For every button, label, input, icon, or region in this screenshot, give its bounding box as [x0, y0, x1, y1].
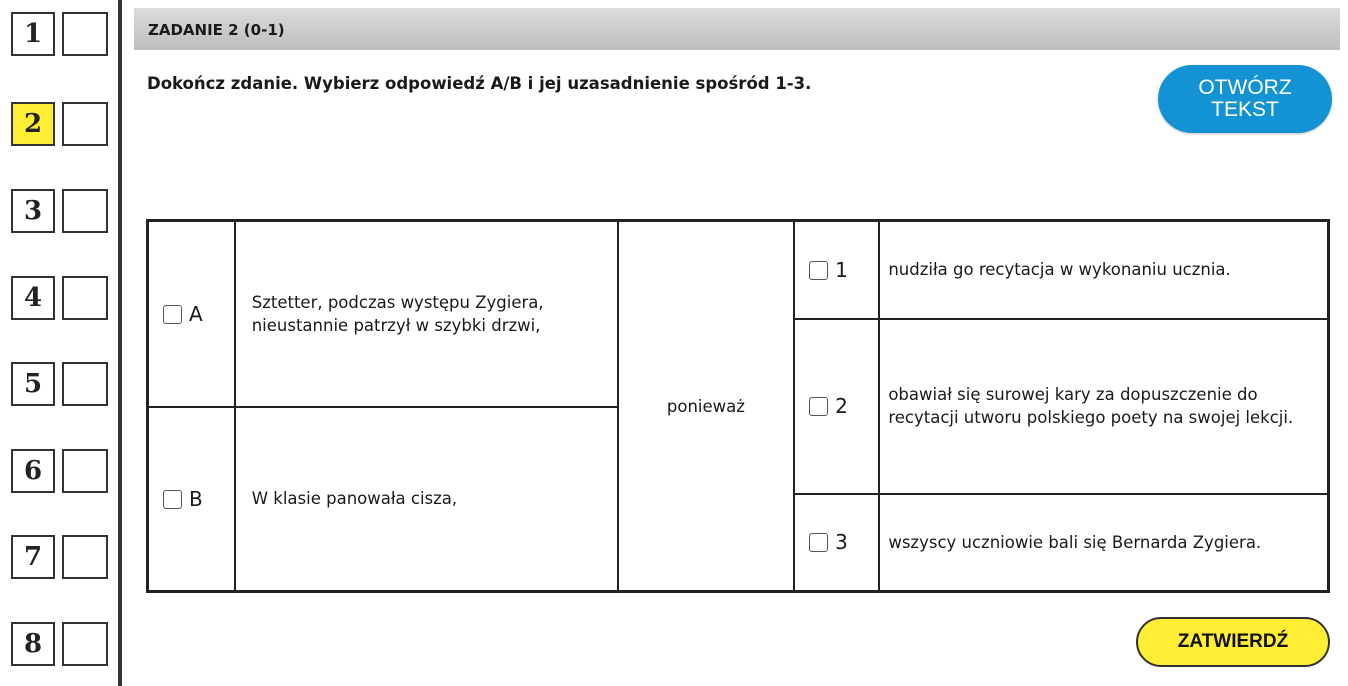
nav-number-2[interactable]: 2	[11, 102, 55, 146]
reason-2-checkbox[interactable]	[809, 397, 828, 416]
reason-1-label: 1	[835, 257, 848, 282]
task-navigation	[0, 0, 118, 686]
open-text-label-line2: TEKST	[1211, 98, 1279, 121]
nav-status-box-8[interactable]	[62, 622, 108, 666]
open-text-label-line1: OTWÓRZ	[1198, 76, 1292, 99]
nav-item-3[interactable]	[0, 189, 118, 235]
open-text-button[interactable]	[1158, 65, 1332, 133]
reason-3-checkbox[interactable]	[809, 533, 828, 552]
nav-number-4[interactable]: 4	[11, 276, 55, 320]
nav-status-box-5[interactable]	[62, 362, 108, 406]
submit-button[interactable]: ZATWIERDŹ	[1136, 617, 1330, 667]
nav-number-1[interactable]: 1	[11, 12, 55, 56]
nav-status-box-3[interactable]	[62, 189, 108, 233]
task-instruction: Dokończ zdanie. Wybierz odpowiedź A/B i jej uzasadnienie spośród 1-3.	[147, 74, 812, 93]
option-a-checkbox[interactable]	[163, 305, 182, 324]
nav-item-5[interactable]	[0, 362, 118, 408]
option-a-cell[interactable]	[148, 221, 235, 407]
nav-number-5[interactable]: 5	[11, 362, 55, 406]
option-b-checkbox[interactable]	[163, 490, 182, 509]
reason-2-label: 2	[835, 394, 848, 418]
reason-3-cell[interactable]	[794, 494, 879, 592]
option-b-cell[interactable]	[148, 407, 235, 592]
reason-1-text: nudziła go recytacja w wykonaniu ucznia.	[879, 221, 1328, 319]
nav-status-box-4[interactable]	[62, 276, 108, 320]
nav-number-6[interactable]: 6	[11, 449, 55, 493]
nav-divider	[118, 0, 122, 686]
nav-item-4[interactable]	[0, 276, 118, 322]
connector-text: ponieważ	[618, 221, 794, 592]
option-b-label: B	[189, 486, 203, 511]
nav-status-box-1[interactable]	[62, 12, 108, 56]
option-b-text: W klasie panowała cisza,	[235, 407, 618, 592]
option-a-label: A	[189, 301, 203, 326]
nav-item-2[interactable]	[0, 102, 118, 148]
nav-status-box-6[interactable]	[62, 449, 108, 493]
nav-item-7[interactable]	[0, 535, 118, 581]
reason-2-text: obawiał się surowej kary za dopuszczenie do recytacji utworu polskiego poety na swojej lekcji.	[879, 319, 1328, 494]
reason-3-text: wszyscy uczniowie bali się Bernarda Zygiera.	[879, 494, 1328, 592]
nav-item-6[interactable]	[0, 449, 118, 495]
reason-2-cell[interactable]	[794, 319, 879, 494]
task-header: ZADANIE 2 (0-1)	[134, 8, 1340, 50]
nav-number-7[interactable]: 7	[11, 535, 55, 579]
nav-number-8[interactable]: 8	[11, 622, 55, 666]
nav-status-box-7[interactable]	[62, 535, 108, 579]
nav-status-box-2[interactable]	[62, 102, 108, 146]
answer-table	[146, 219, 1330, 593]
option-a-text: Sztetter, podczas występu Zygiera, nieustannie patrzył w szybki drzwi,	[235, 221, 618, 407]
reason-3-label: 3	[835, 530, 848, 555]
reason-1-cell[interactable]	[794, 221, 879, 319]
nav-number-3[interactable]: 3	[11, 189, 55, 233]
reason-1-checkbox[interactable]	[809, 261, 828, 280]
nav-item-8[interactable]	[0, 622, 118, 668]
nav-item-1[interactable]	[0, 12, 118, 58]
